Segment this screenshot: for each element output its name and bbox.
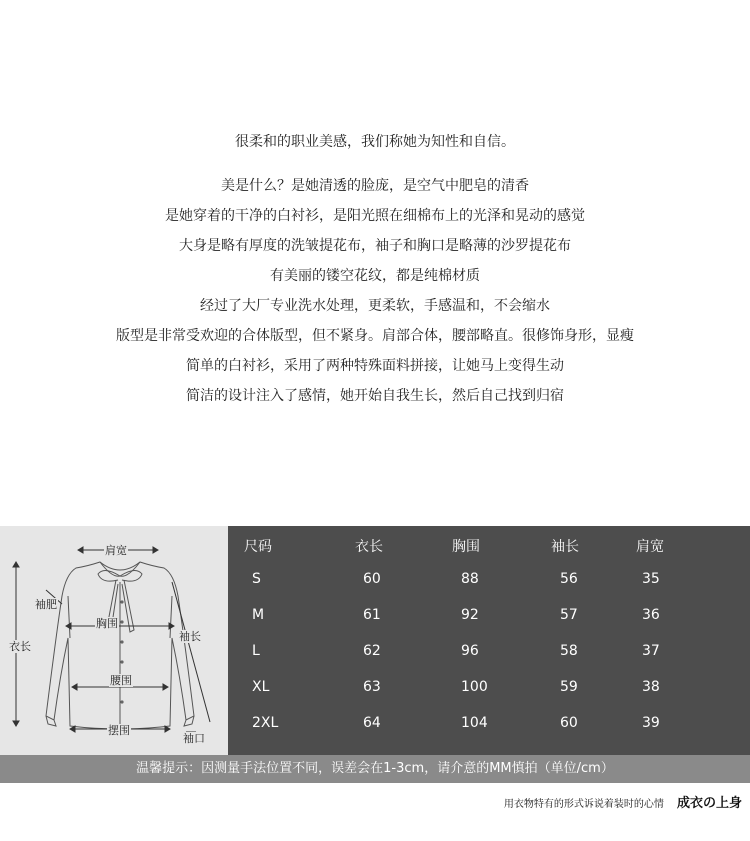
cell-sleeve: 57 — [560, 607, 578, 623]
cell-shoulder: 38 — [642, 679, 660, 695]
label-sleeve-width: 袖肥 — [35, 598, 57, 611]
measurement-diagram — [0, 526, 228, 755]
header-length: 衣长 — [355, 539, 383, 555]
label-hem: 摆围 — [108, 724, 130, 737]
brand-logo: 成衣の上身 — [676, 796, 742, 811]
cell-length: 61 — [363, 607, 381, 623]
cell-length: 64 — [363, 715, 381, 731]
cell-chest: 100 — [461, 679, 488, 695]
cell-sleeve: 60 — [560, 715, 578, 731]
cell-size: XL — [252, 679, 270, 695]
cell-size: S — [252, 571, 261, 587]
table-row — [228, 672, 750, 702]
cell-chest: 88 — [461, 571, 479, 587]
label-waist: 腰围 — [110, 674, 132, 687]
size-table-header — [228, 532, 750, 562]
cell-length: 60 — [363, 571, 381, 587]
cell-shoulder: 39 — [642, 715, 660, 731]
cell-shoulder: 37 — [642, 643, 660, 659]
table-row — [228, 636, 750, 666]
intro-line: 版型是非常受欢迎的合体版型，但不紧身。肩部合体，腰部略直。很修饰身形，显瘦 — [116, 328, 634, 344]
cell-sleeve: 59 — [560, 679, 578, 695]
header-size: 尺码 — [244, 539, 272, 555]
cell-chest: 92 — [461, 607, 479, 623]
intro-lead: 很柔和的职业美感，我们称她为知性和自信。 — [235, 134, 515, 150]
cell-sleeve: 58 — [560, 643, 578, 659]
label-chest: 胸围 — [96, 617, 118, 630]
intro-line: 经过了大厂专业洗水处理，更柔软，手感温和，不会缩水 — [200, 298, 550, 314]
label-cuff: 袖口 — [183, 732, 205, 745]
label-sleeve-length: 袖长 — [179, 630, 201, 643]
footer-slogan: 用衣物特有的形式诉说着装时的心情 — [503, 799, 664, 810]
cell-sleeve: 56 — [560, 571, 578, 587]
label-length: 衣长 — [9, 640, 31, 653]
measurement-notice: 温馨提示：因测量手法位置不同，误差会在1-3cm，请介意的MM慎拍（单位/cm） — [0, 755, 750, 783]
intro-line: 美是什么？是她清透的脸庞，是空气中肥皂的清香 — [221, 178, 529, 194]
intro-line: 简单的白衬衫，采用了两种特殊面料拼接，让她马上变得生动 — [186, 358, 564, 374]
table-row — [228, 708, 750, 738]
cell-chest: 96 — [461, 643, 479, 659]
header-chest: 胸围 — [452, 539, 480, 555]
footer — [504, 792, 742, 814]
table-row — [228, 564, 750, 594]
intro-line: 有美丽的镂空花纹，都是纯棉材质 — [270, 268, 480, 284]
cell-size: L — [252, 643, 260, 659]
label-shoulder: 肩宽 — [105, 544, 127, 557]
size-section — [0, 526, 750, 755]
cell-length: 63 — [363, 679, 381, 695]
cell-chest: 104 — [461, 715, 488, 731]
header-shoulder: 肩宽 — [636, 539, 664, 555]
cell-length: 62 — [363, 643, 381, 659]
intro-line: 大身是略有厚度的洗皱提花布，袖子和胸口是略薄的沙罗提花布 — [179, 238, 571, 254]
cell-shoulder: 35 — [642, 571, 660, 587]
size-table — [228, 526, 750, 755]
table-row — [228, 600, 750, 630]
intro-text — [0, 132, 750, 416]
cell-size: M — [252, 607, 265, 623]
intro-line: 是她穿着的干净的白衬衫，是阳光照在细棉布上的光泽和晃动的感觉 — [165, 208, 585, 224]
cell-size: 2XL — [252, 715, 279, 731]
cell-shoulder: 36 — [642, 607, 660, 623]
intro-line: 简洁的设计注入了感情，她开始自我生长，然后自己找到归宿 — [186, 388, 564, 404]
header-sleeve: 袖长 — [551, 539, 579, 555]
